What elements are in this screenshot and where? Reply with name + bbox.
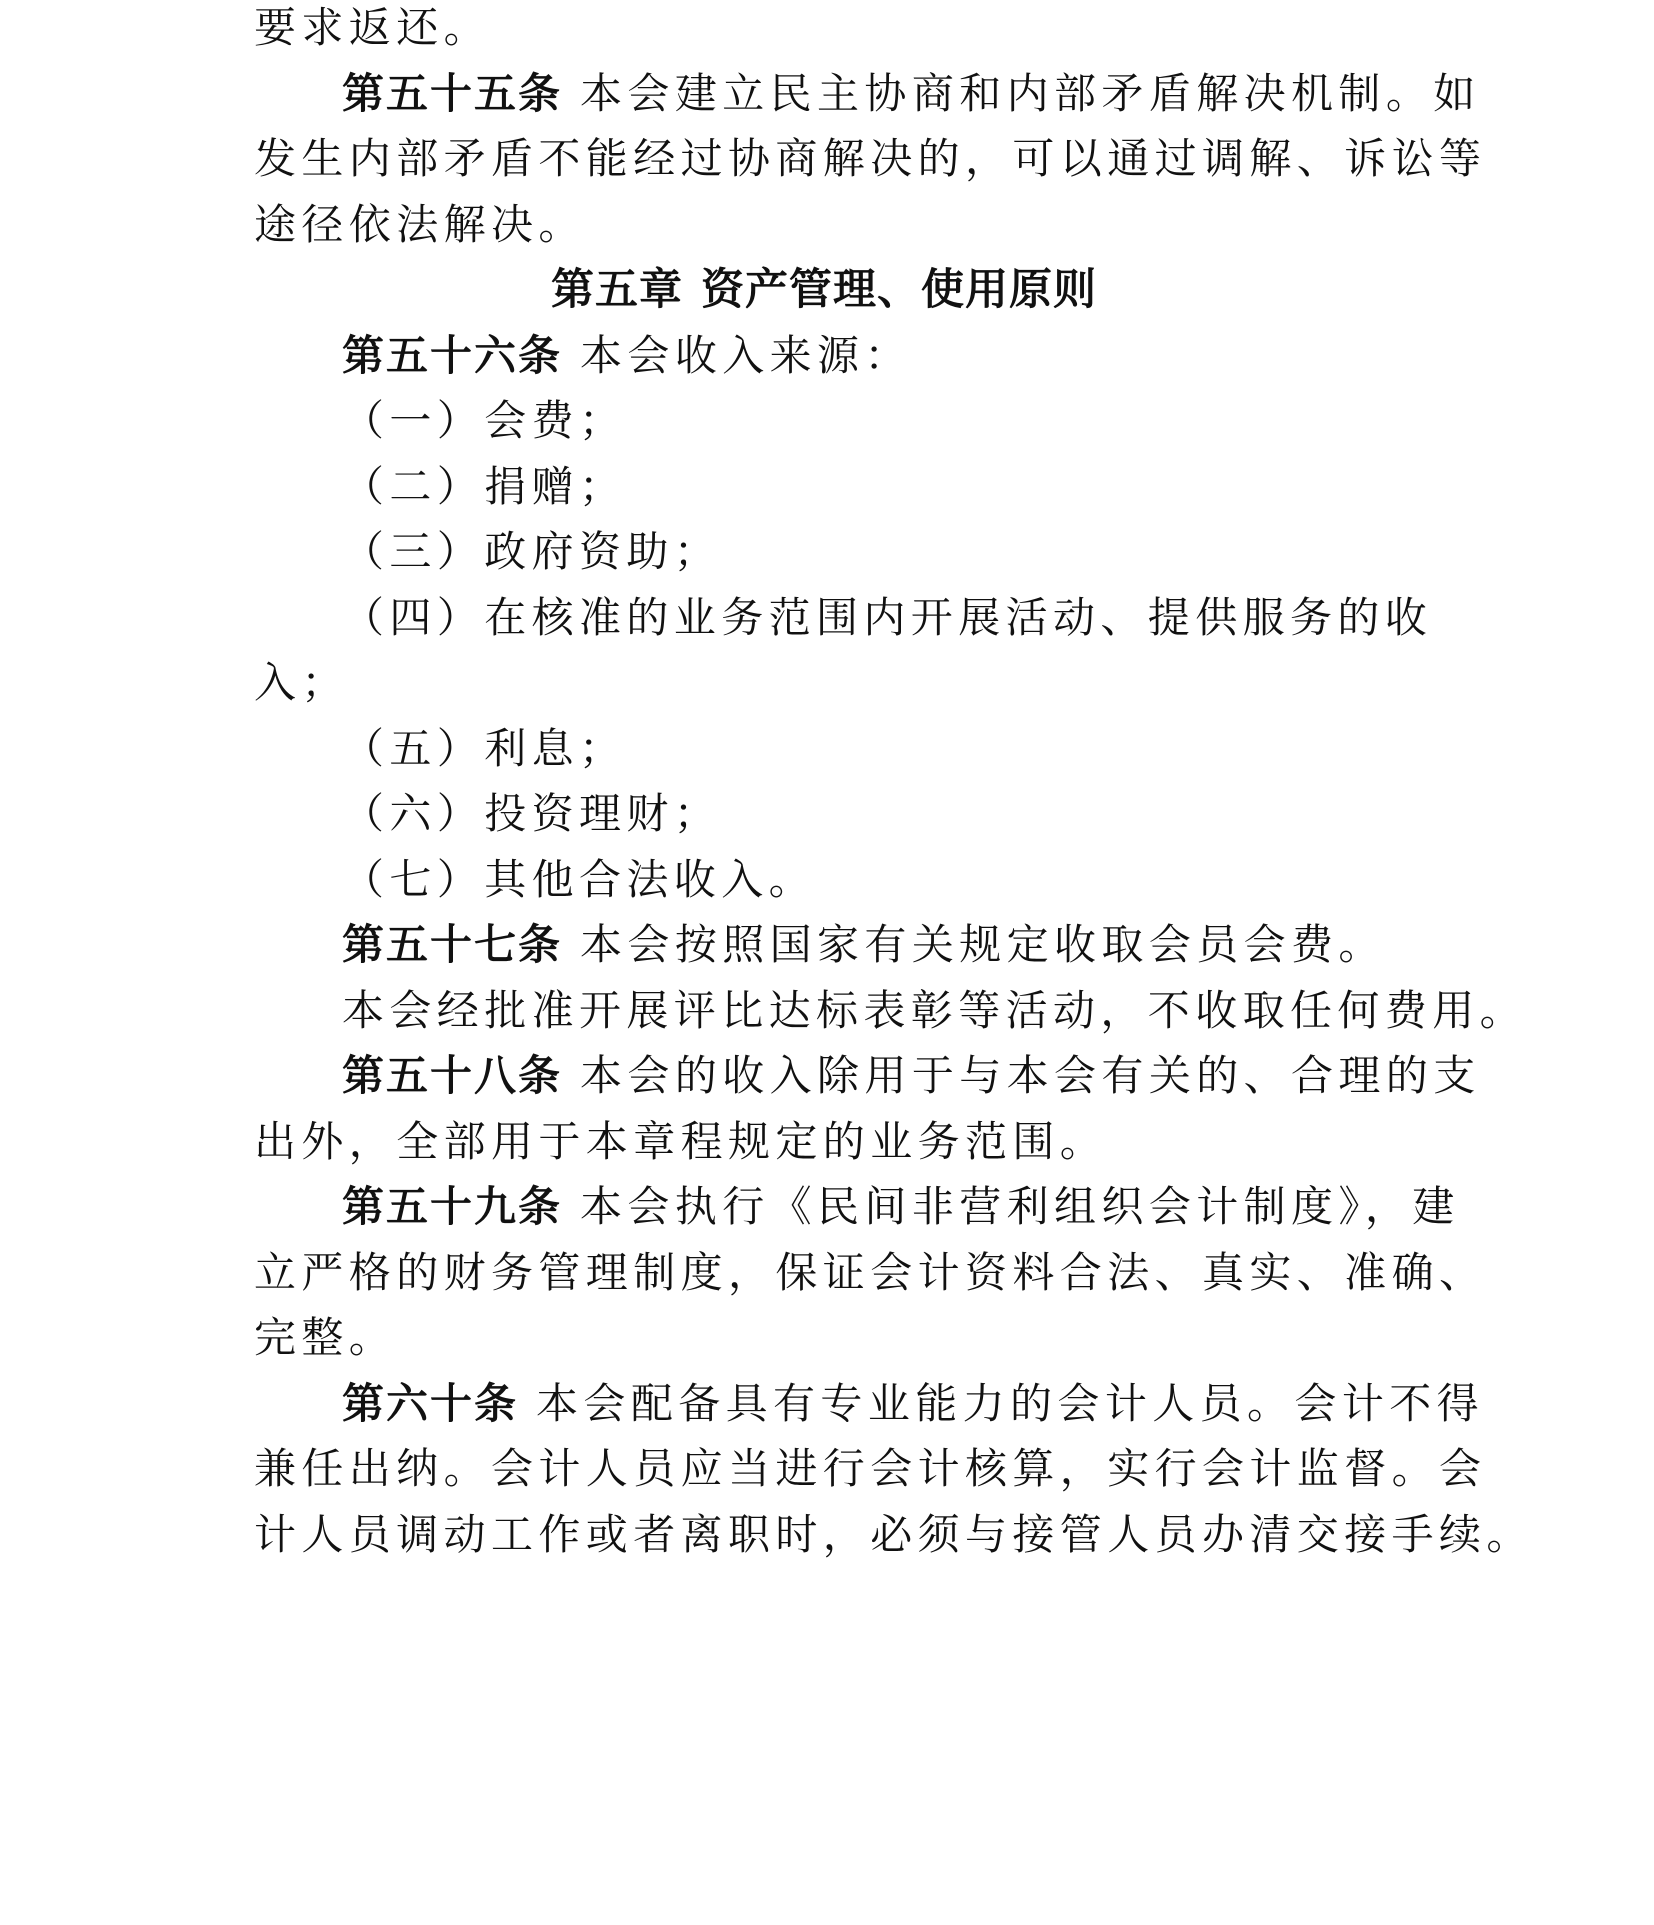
- article-56-text: 本会收入来源：: [580, 331, 912, 380]
- list-item: [342, 459, 626, 515]
- article-57-text-2: 本会经批准开展评比达标表彰等活动，不收取任何费用。: [342, 986, 1528, 1035]
- article-58-line-2: [254, 1114, 1107, 1170]
- article-57-line-1: [342, 917, 1386, 973]
- list-item-text: （六）投资理财；: [342, 789, 722, 838]
- article-58-text-2: 出外，全部用于本章程规定的业务范围。: [254, 1117, 1108, 1166]
- list-item: [342, 590, 1432, 646]
- article-55-text-1: 本会建立民主协商和内部矛盾解决机制。如: [580, 69, 1481, 118]
- article-59-label: 第五十九条: [342, 1182, 563, 1231]
- article-60-line-1: [342, 1376, 1484, 1432]
- article-57-line-2: [342, 983, 1527, 1039]
- article-58-text-1: 本会的收入除用于与本会有关的、合理的支: [580, 1051, 1481, 1100]
- list-item: [342, 393, 626, 449]
- list-item: [342, 721, 626, 777]
- article-55-line-3: [254, 197, 586, 253]
- text: 要求返还。: [254, 3, 492, 52]
- list-item-continuation: [254, 655, 349, 711]
- article-59-line-3: [254, 1310, 396, 1366]
- article-60-label: 第六十条: [342, 1379, 519, 1428]
- list-item-text: （七）其他合法收入。: [342, 855, 817, 904]
- article-60-line-2: [254, 1441, 1486, 1497]
- article-56-label: 第五十六条: [342, 331, 563, 380]
- article-58-label: 第五十八条: [342, 1051, 563, 1100]
- list-item-text: （二）捐赠；: [342, 462, 627, 511]
- list-item: [342, 524, 721, 580]
- list-item: [342, 786, 721, 842]
- article-58-line-1: [342, 1048, 1481, 1104]
- previous-article-tail: [254, 0, 491, 56]
- chapter-title: 资产管理、使用原则: [701, 265, 1097, 315]
- article-55-line-2: [254, 131, 1486, 187]
- article-60-text-2: 兼任出纳。会计人员应当进行会计核算，实行会计监督。会: [254, 1444, 1487, 1493]
- article-55-text-2: 发生内部矛盾不能经过协商解决的，可以通过调解、诉讼等: [254, 134, 1487, 183]
- list-item-text: （三）政府资助；: [342, 527, 722, 576]
- article-55-label: 第五十五条: [342, 69, 563, 118]
- article-60-line-3: [254, 1507, 1534, 1563]
- article-59-line-1: [342, 1179, 1460, 1235]
- article-56-line-1: [342, 328, 912, 384]
- article-57-label: 第五十七条: [342, 920, 563, 969]
- article-57-text-1: 本会按照国家有关规定收取会员会费。: [580, 920, 1386, 969]
- article-60-text-3: 计人员调动工作或者离职时，必须与接管人员办清交接手续。: [254, 1510, 1534, 1559]
- article-55-text-3: 途径依法解决。: [254, 200, 586, 249]
- list-item: [342, 852, 816, 908]
- list-item-text: （一）会费；: [342, 396, 627, 445]
- article-55-line-1: [342, 66, 1481, 122]
- article-59-text-2: 立严格的财务管理制度，保证会计资料合法、真实、准确、: [254, 1248, 1487, 1297]
- list-item-text: （四）在核准的业务范围内开展活动、提供服务的收: [342, 593, 1433, 642]
- list-item-text: （五）利息；: [342, 724, 627, 773]
- article-59-line-2: [254, 1245, 1486, 1301]
- article-59-text-3: 完整。: [254, 1313, 397, 1362]
- article-60-text-1: 本会配备具有专业能力的会计人员。会计不得: [536, 1379, 1485, 1428]
- chapter-number: 第五章: [551, 265, 683, 315]
- list-item-text: 入；: [254, 658, 349, 707]
- article-59-text-1: 本会执行《民间非营利组织会计制度》，建: [580, 1182, 1460, 1231]
- chapter-heading: [254, 262, 1394, 318]
